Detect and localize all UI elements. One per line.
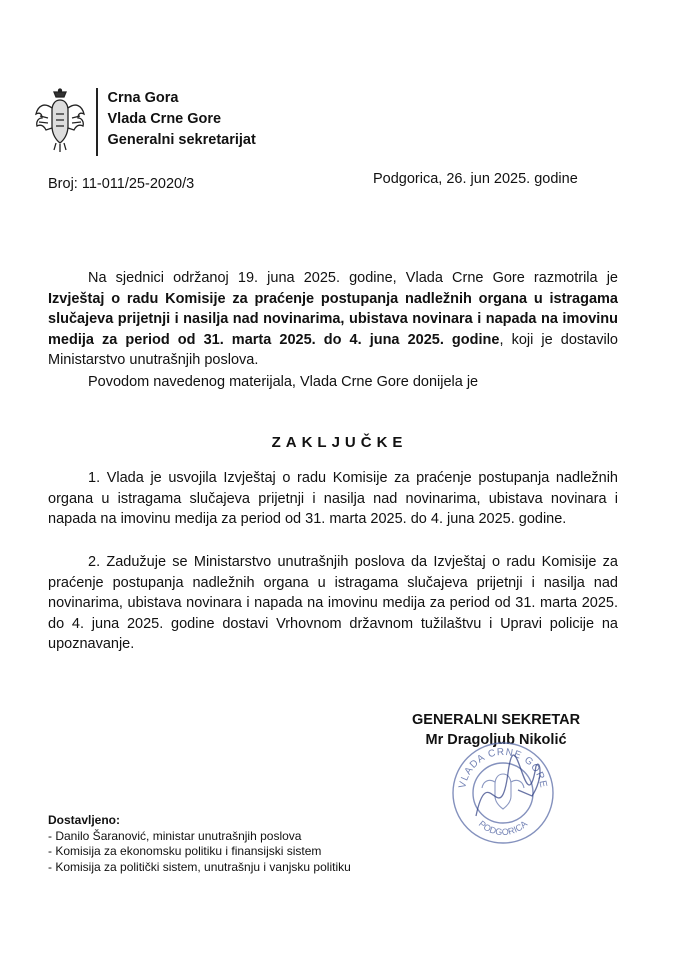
signatory-title: GENERALNI SEKRETAR [412, 712, 581, 728]
distribution-title: Dostavljeno: [48, 813, 121, 827]
conclusion-1: 1. Vlada je usvojila Izvještaj o radu Komisije za praćenje postupanja nadležnih organa u istragama slučajeva prijetnji i nasilja nad novinarima, ubistava novinara i napada na imovinu medija za period od 31. marta 2025. do 4. juna 2025. godine. [48, 470, 618, 527]
report-title: Izvještaj o radu Komisije za praćenje postupanja nadležnih organa u istragama slučajeva prijetnji i nasilja nad novinarima, ubistava novinara i napada na imovinu medija za period od 31. marta 2025. do 4. juna 2025. godine [48, 290, 618, 348]
letterhead-divider [96, 88, 98, 156]
intro-lead: Na sjednici održanoj 19. juna 2025. godine, Vlada Crne Gore razmotrila je [88, 270, 618, 286]
letterhead-text [108, 88, 256, 151]
seal-top-text: VLADA CRNE GORE [457, 746, 549, 790]
government-name: Vlada Crne Gore [107, 111, 222, 127]
reference-number: Broj: 11-011/25-2020/3 [48, 176, 195, 192]
svg-text:PODGORICA [477, 819, 529, 837]
signatory-name: Mr Dragoljub Nikolić [425, 732, 567, 748]
distribution-item: - Komisija za politički sistem, unutrašnju i vanjsku politiku [48, 859, 351, 874]
country-name: Crna Gora [107, 90, 179, 106]
intro-tail: , koji je dostavilo Ministarstvo unutrašnjih poslova. [48, 331, 618, 368]
intro-paragraph [48, 268, 618, 371]
conclusions-heading: ZAKLJUČKE [271, 434, 408, 451]
letterhead [34, 88, 256, 160]
secretariat-name: Generalni sekretarijat [107, 132, 256, 148]
seal-emblem-icon [482, 774, 524, 809]
distribution-list [48, 813, 351, 875]
conclusion-2: 2. Zadužuje se Ministarstvo unutrašnjih poslova da Izvještaj o radu Komisije za praćenje postupanja nadležnih organa u istragama slučajeva prijetnji i nasilja nad novinarima, ubistava novinara i napada na imovinu medija za period od 31. marta 2025. do 4. juna 2025. godine dostavi Vrhovnom državnom tužilaštvu i Upravi policije na upoznavanje. [48, 554, 618, 652]
distribution-item: - Danilo Šaranović, ministar unutrašnjih poslova [48, 828, 302, 843]
seal-bottom-text: PODGORICA [476, 818, 530, 838]
coat-of-arms-icon [34, 88, 86, 154]
distribution-item: - Komisija za ekonomsku politiku i finansijski sistem [48, 844, 322, 858]
document-date: Podgorica, 26. jun 2025. godine [373, 171, 578, 187]
decision-intro: Povodom navedenog materijala, Vlada Crne Gore donijela je [88, 374, 479, 390]
official-seal [448, 738, 558, 848]
